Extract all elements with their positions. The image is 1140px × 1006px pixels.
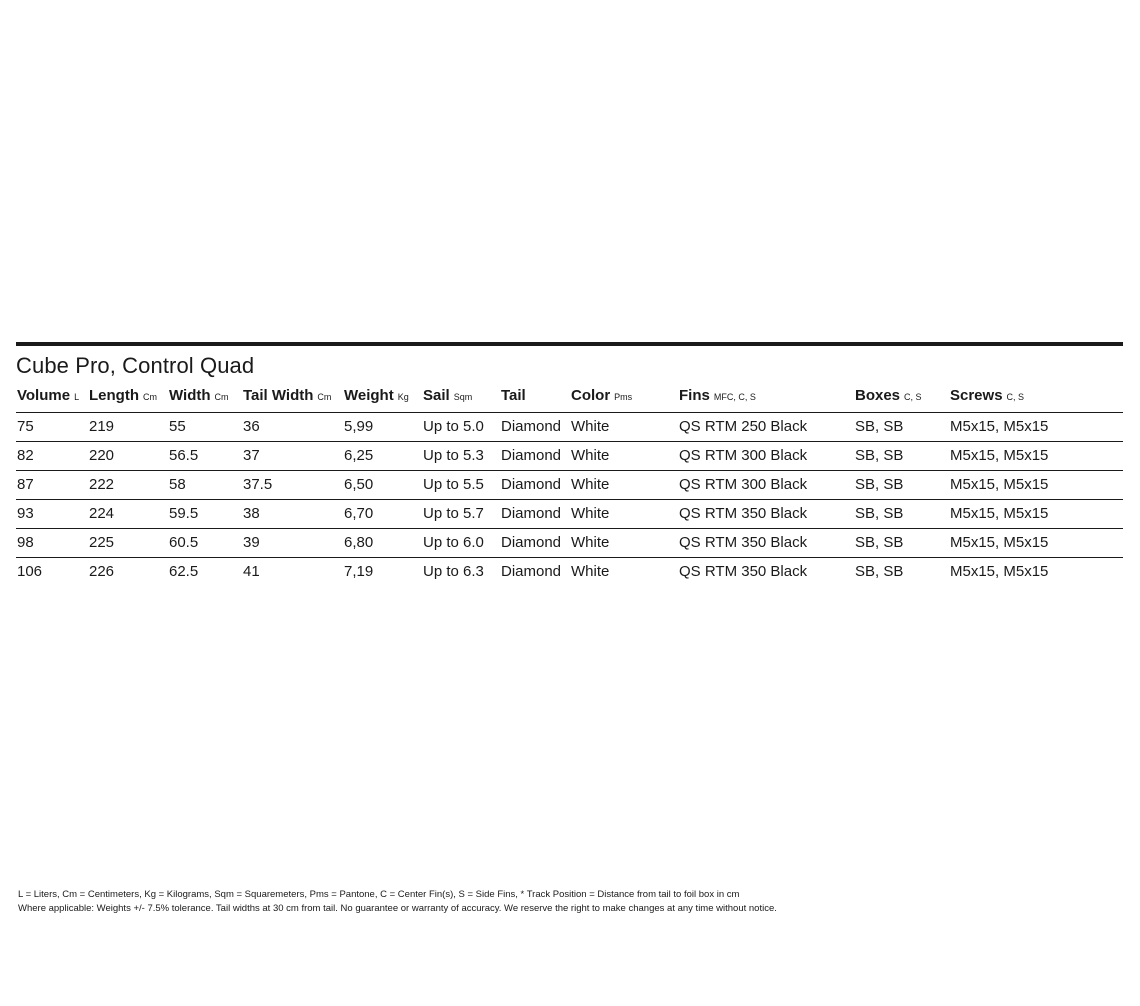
cell-fins: QS RTM 250 Black bbox=[679, 418, 808, 435]
cell-sail: Up to 5.0 bbox=[423, 418, 484, 435]
cell-tail: Diamond bbox=[501, 447, 562, 464]
cell-volume: 98 bbox=[17, 534, 34, 551]
top-rule bbox=[16, 342, 1123, 346]
cell-sail: Up to 6.3 bbox=[423, 563, 484, 580]
cell-screws: M5x15, M5x15 bbox=[950, 447, 1049, 464]
column-header-width: Width Cm bbox=[169, 387, 229, 404]
cell-tail-width: 38 bbox=[243, 505, 260, 522]
cell-length: 219 bbox=[89, 418, 115, 435]
cell-boxes: SB, SB bbox=[855, 505, 904, 522]
cell-volume: 106 bbox=[17, 563, 43, 580]
cell-color: White bbox=[571, 418, 610, 435]
cell-weight: 6,25 bbox=[344, 447, 374, 464]
cell-length: 224 bbox=[89, 505, 115, 522]
cell-boxes: SB, SB bbox=[855, 447, 904, 464]
cell-color: White bbox=[571, 505, 610, 522]
table-row bbox=[16, 471, 1123, 500]
cell-boxes: SB, SB bbox=[855, 563, 904, 580]
spec-table-block bbox=[16, 342, 1123, 586]
cell-screws: M5x15, M5x15 bbox=[950, 534, 1049, 551]
cell-length: 220 bbox=[89, 447, 115, 464]
cell-volume: 75 bbox=[17, 418, 34, 435]
cell-tail: Diamond bbox=[501, 534, 562, 551]
cell-width: 62.5 bbox=[169, 563, 199, 580]
cell-fins: QS RTM 350 Black bbox=[679, 563, 808, 580]
cell-sail: Up to 6.0 bbox=[423, 534, 484, 551]
cell-tail: Diamond bbox=[501, 476, 562, 493]
cell-width: 58 bbox=[169, 476, 186, 493]
cell-screws: M5x15, M5x15 bbox=[950, 418, 1049, 435]
footnote-legend: L = Liters, Cm = Centimeters, Kg = Kilograms, Sqm = Squaremeters, Pms = Pantone, C = Center Fin(s), S = Side Fins, * Track Position = Distance from tail to foil box in cm bbox=[18, 889, 740, 900]
column-header-color: Color Pms bbox=[571, 387, 633, 404]
cell-length: 222 bbox=[89, 476, 115, 493]
table-row bbox=[16, 500, 1123, 529]
cell-tail: Diamond bbox=[501, 505, 562, 522]
cell-color: White bbox=[571, 476, 610, 493]
table-header bbox=[16, 383, 1123, 413]
cell-volume: 93 bbox=[17, 505, 34, 522]
column-header-sail: Sail Sqm bbox=[423, 387, 473, 404]
cell-boxes: SB, SB bbox=[855, 418, 904, 435]
cell-fins: QS RTM 300 Black bbox=[679, 476, 808, 493]
column-header-weight: Weight Kg bbox=[344, 387, 409, 404]
cell-width: 59.5 bbox=[169, 505, 199, 522]
cell-tail-width: 39 bbox=[243, 534, 260, 551]
cell-sail: Up to 5.7 bbox=[423, 505, 484, 522]
cell-tail: Diamond bbox=[501, 563, 562, 580]
cell-volume: 82 bbox=[17, 447, 34, 464]
cell-weight: 6,70 bbox=[344, 505, 374, 522]
model-title: Cube Pro, Control Quad bbox=[16, 353, 255, 378]
column-header-tail-width: Tail Width Cm bbox=[243, 387, 332, 404]
cell-sail: Up to 5.3 bbox=[423, 447, 484, 464]
column-header-length: Length Cm bbox=[89, 387, 157, 404]
cell-boxes: SB, SB bbox=[855, 534, 904, 551]
cell-tail-width: 41 bbox=[243, 563, 260, 580]
cell-width: 60.5 bbox=[169, 534, 199, 551]
column-header-boxes: Boxes C, S bbox=[855, 387, 922, 404]
column-header-fins: Fins MFC, C, S bbox=[679, 387, 756, 404]
cell-weight: 6,50 bbox=[344, 476, 374, 493]
table-row bbox=[16, 442, 1123, 471]
cell-fins: QS RTM 350 Black bbox=[679, 505, 808, 522]
cell-weight: 7,19 bbox=[344, 563, 374, 580]
cell-fins: QS RTM 300 Black bbox=[679, 447, 808, 464]
cell-tail: Diamond bbox=[501, 418, 562, 435]
cell-fins: QS RTM 350 Black bbox=[679, 534, 808, 551]
column-header-tail: Tail bbox=[501, 387, 526, 404]
cell-tail-width: 36 bbox=[243, 418, 260, 435]
cell-color: White bbox=[571, 447, 610, 464]
footnotes bbox=[18, 888, 777, 916]
footnote-disclaimer: Where applicable: Weights +/- 7.5% tolerance. Tail widths at 30 cm from tail. No guarantee or warranty of accuracy. We reserve the right to make changes at any time without notice. bbox=[18, 903, 777, 914]
table-row bbox=[16, 413, 1123, 442]
table-row bbox=[16, 558, 1123, 586]
cell-screws: M5x15, M5x15 bbox=[950, 563, 1049, 580]
cell-sail: Up to 5.5 bbox=[423, 476, 484, 493]
cell-color: White bbox=[571, 534, 610, 551]
table-body bbox=[16, 413, 1123, 586]
cell-tail-width: 37 bbox=[243, 447, 260, 464]
cell-weight: 6,80 bbox=[344, 534, 374, 551]
cell-length: 225 bbox=[89, 534, 115, 551]
cell-color: White bbox=[571, 563, 610, 580]
column-header-screws: Screws C, S bbox=[950, 387, 1025, 404]
cell-screws: M5x15, M5x15 bbox=[950, 505, 1049, 522]
cell-width: 56.5 bbox=[169, 447, 199, 464]
cell-weight: 5,99 bbox=[344, 418, 374, 435]
table-row bbox=[16, 529, 1123, 558]
cell-screws: M5x15, M5x15 bbox=[950, 476, 1049, 493]
cell-length: 226 bbox=[89, 563, 115, 580]
cell-width: 55 bbox=[169, 418, 186, 435]
column-header-volume: Volume L bbox=[17, 387, 80, 404]
cell-volume: 87 bbox=[17, 476, 34, 493]
cell-tail-width: 37.5 bbox=[243, 476, 273, 493]
cell-boxes: SB, SB bbox=[855, 476, 904, 493]
